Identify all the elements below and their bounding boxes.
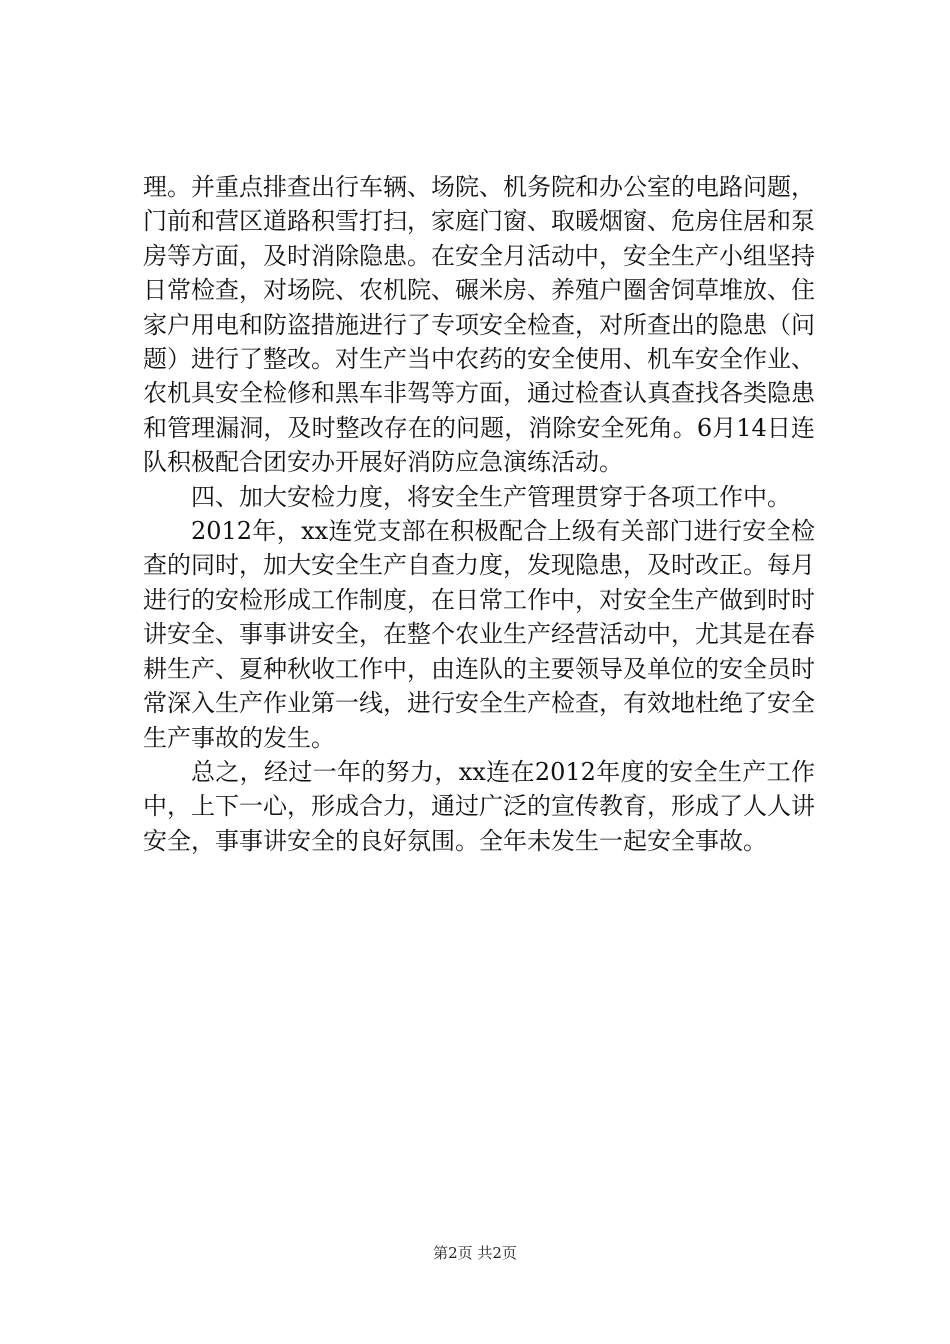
page-footer: 第2页 共2页 [433,1244,517,1262]
document-body [143,170,815,858]
paragraph-conclusion: 总之，经过一年的努力，xx连在2012年度的安全生产工作中，上下一心，形成合力，通过广泛的宣传教育，形成了人人讲安全，事事讲安全的良好氛围。全年未发生一起安全事故。 [143,757,815,855]
paragraph: 2012年，xx连党支部在积极配合上级有关部门进行安全检查的同时，加大安全生产自查力度，发现隐患，及时改正。每月进行的安检形成工作制度，在日常工作中，对安全生产做到时时讲安全、事事讲安全，在整个农业生产经营活动中，尤其是在春耕生产、夏种秋收工作中，由连队的主要领导及单位的安全员时常深入生产作业第一线，进行安全生产检查，有效地杜绝了安全生产事故的发生。 [143,517,815,752]
section-heading: 四、加大安检力度，将安全生产管理贯穿于各项工作中。 [191,482,791,511]
paragraph-continuation: 理。并重点排查出行车辆、场院、机务院和办公室的电路问题，门前和营区道路积雪打扫，家庭门窗、取暖烟窗、危房住居和泵房等方面，及时消除隐患。在安全月活动中，安全生产小组坚持日常检查，对场院、农机院、碾米房、养殖户圈舍饲草堆放、住家户用电和防盗措施进行了专项安全检查，对所查出的隐患（问题）进行了整改。对生产当中农药的安全使用、机车安全作业、农机具安全检修和黑车非驾等方面，通过检查认真查找各类隐患和管理漏洞，及时整改存在的问题，消除安全死角。6月14日连队积极配合团安办开展好消防应急演练活动。 [143,173,815,477]
